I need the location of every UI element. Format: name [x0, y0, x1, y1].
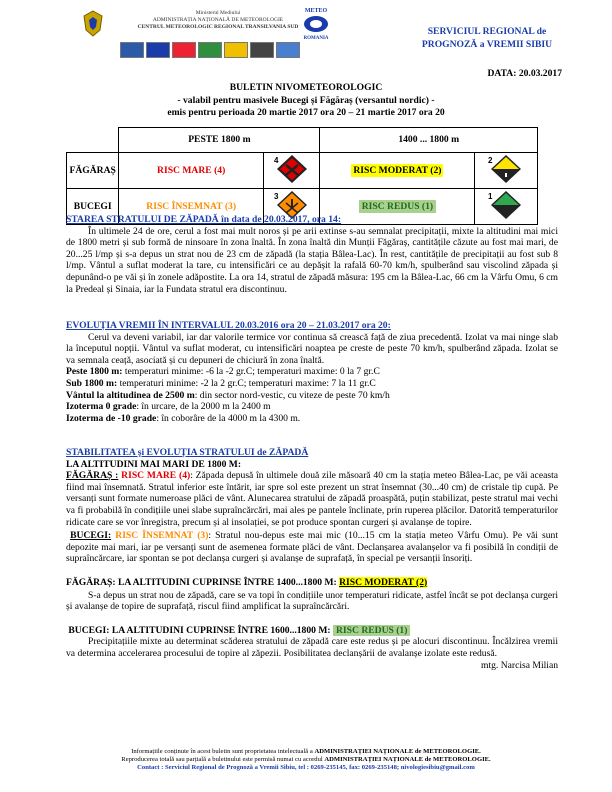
meteo-logo-sub: ROMANIA [303, 36, 329, 41]
isotherm-0-value: : în urcare, de la 2000 m la 2400 m [136, 401, 271, 413]
fagaras-low-risk-label: RISC MODERAT (2) [339, 576, 428, 588]
bucegi-high-risk: RISC ÎNSEMNAT (3) [119, 188, 264, 224]
below-1800-temps [66, 378, 558, 390]
isotherm-10-value: : în coborâre de la 4000 m la 4300 m. [156, 412, 301, 424]
bucegi-low-risk-label: RISC REDUS (1) [333, 625, 410, 636]
weather-section [66, 320, 558, 424]
isotherm-10 [66, 413, 558, 425]
meteo-logo-text: METEO [304, 8, 328, 14]
fagaras-low-text: S-a depus un strat nou de zăpadă, care se va topi în condițiile unor temperaturi ridicate, astfel încât se pot declanșa curgeri și avalanșe de topire de suprafață, riscul fiind amplificat la supraîncărcări. [66, 589, 558, 613]
partner-logo-5-icon [250, 42, 274, 58]
level-4-digit: 4 [273, 155, 279, 165]
partner-logo-4-icon [224, 42, 248, 58]
stability-section [66, 447, 558, 671]
zone-fagaras: FĂGĂRAȘ [67, 152, 119, 188]
romania-coat-of-arms-icon [78, 8, 108, 38]
isotherm-0 [66, 401, 558, 413]
footer-line-2-b: ADMINISTRAȚIEI NAȚIONALE de METEOROLOGIE. [324, 756, 491, 764]
footer-contact[interactable]: Contact : Serviciul Regional de Prognoză a Vremii Sibiu, tel : 0269-235145, fax: 0269-235148; nivologiesibiu@gmail.com [137, 764, 475, 772]
table-corner [67, 128, 119, 153]
title-line-2: - valabil pentru masivele Bucegi și Făgăraș (versantul nordic) - [177, 94, 435, 106]
stability-title: STABILITATEA şi EVOLUȚIA STRATULUI de ZĂPADĂ [66, 447, 309, 458]
isotherm-0-label: Izoterma 0 grade [66, 401, 137, 413]
level-2-digit: 2 [488, 155, 493, 165]
weather-text: Cerul va deveni variabil, iar dar valorile termice vor continua să crească față de ziua precedentă. Izolat va mai ninge slab la începutul nopții. Vântul va suflat moderat, cu intensificări noaptea pe creste de peste 70 km/h, spulberând zăpada. Izolat se va semnala ceață, asociată și cu depuneri de chiciură în zona înaltă. [66, 331, 558, 366]
footer-line-1 [0, 748, 612, 756]
fagaras-label: FĂGĂRAȘ : [66, 470, 119, 482]
partner-logo-1-icon [146, 42, 170, 58]
ministry-line-2: ADMINISTRAȚIA NAȚIONALĂ DE METEOROLOGIE [152, 17, 284, 23]
level-1-digit: 1 [488, 191, 493, 201]
below-1800-label: Sub 1800 m: [66, 377, 118, 389]
bucegi-low-text: Precipitațiile mixte au determinat scăderea stratului de zăpadă care este redus și pe alocuri discontinuu. Încălzirea vremii va determina accelerarea procesului de topire al zăpezii. Posibilitatea declanșării de avalanșe izolate este redusă. [66, 636, 558, 659]
ministry-line-1: Ministerul Mediului [195, 10, 241, 16]
below-1800-value: temperaturi minime: -2 la 2 gr.C; temperaturi maxime: 7 la 11 gr.C [117, 377, 376, 389]
fagaras-low-title-text: FĂGĂRAȘ: LA ALTITUDINI CUPRINSE ÎNTRE 1400...1800 M: [66, 576, 337, 588]
title-line-1: BULETIN NIVOMETEOROLOGIC [229, 82, 383, 93]
fagaras-risk-label: RISC MARE (4) [121, 470, 191, 482]
eu-flag-icon [120, 42, 144, 58]
title-line-3: emis pentru perioada 20 martie 2017 ora 20 – 21 martie 2017 ora 20 [167, 107, 445, 118]
fagaras-high-paragraph [66, 470, 558, 528]
snowpack-section [66, 214, 558, 295]
fagaras-low-icon-cell [475, 152, 538, 188]
header-logos [40, 6, 420, 56]
ministry-text [118, 10, 318, 31]
weather-title: EVOLUȚIA VREMII ÎN INTERVALUL 20.03.2016 ora 20 – 21.03.2017 ora 20: [66, 320, 391, 331]
bucegi-high-paragraph [66, 530, 558, 565]
service-name [412, 25, 562, 51]
footer-line-2-a: Reproducerea totală sau parțială a buletinului este permisă numai cu acordul [121, 756, 325, 764]
avalanche-risk-2-icon [485, 153, 527, 185]
bucegi-high-text: : Stratul nou-depus este mai mic (10...15 cm la stația meteo Vârfu Omu). Pe văi sunt depozite mai mari, iar pe versanți sunt de asemenea formate plăci de vânt. Declanșarea avalanșelor va fi posibilă în condiții de supraîncărcare, iar spontan se pot declanșa curgeri și avalanșe de suprafață, în special pe versanții însoriți. [66, 530, 559, 565]
wind-value: : din sector nord-vestic, cu viteze de peste 70 km/h [194, 389, 390, 401]
fagaras-high-text: : Zăpada depusă în ultimele două zile măsoară 40 cm la stația meteo Bâlea-Lac, pe văi aceasta fiind mai însemnată. Stratul inferior este întărit, iar spre sol este prezent un strat însemnat (30...40 cm) de cristale tip cupă. Pe versanți sunt formate numeroase plăci de vânt. Alunecarea stratului de zăpadă proaspătă, puțin stabilizat, peste stratul mai vechi va fi probabilă în condițiile unei slabe supraîncărcări, mai ales pe pantele înclinate, prin ruperea plăcilor. Datorită temperaturilor ridicate care se vor înregistra, precum și al insolației, se pot produce spontan curgeri și avalanșe de topire. [66, 470, 558, 528]
footer [0, 748, 612, 773]
bulletin-title [0, 82, 612, 120]
fagaras-low-risk: RISC MODERAT (2) [353, 164, 442, 176]
meteo-romania-icon [303, 14, 329, 34]
footer-line-1-a: Informațiile conținute în acest buletin sunt proprietatea intelectuală a [131, 748, 315, 755]
bucegi-low-risk: RISC REDUS (1) [359, 200, 436, 213]
bucegi-risk-label: RISC ÎNSEMNAT (3) [115, 530, 209, 542]
bucegi-label: BUCEGI: [70, 530, 112, 542]
partner-logo-2-icon [172, 42, 196, 58]
wind-label: Vântul la altitudinea de 2500 m [66, 389, 195, 401]
meteo-logo [298, 8, 334, 41]
wind-2500 [66, 390, 558, 402]
stability-high-title: LA ALTITUDINI MAI MARI DE 1800 M: [66, 458, 242, 470]
partner-logo-6-icon [276, 42, 300, 58]
service-line-2: PROGNOZĂ a VREMII SIBIU [421, 39, 553, 50]
fagaras-low-risk-cell [320, 152, 475, 188]
zone-bucegi: BUCEGI [67, 188, 119, 224]
risk-table [66, 127, 538, 225]
bucegi-low-title-text: BUCEGI: LA ALTITUDINI CUPRINSE ÎNTRE 1600...1800 M: [68, 624, 331, 636]
fagaras-low-title [66, 577, 558, 589]
fagaras-high-risk: RISC MARE (4) [119, 152, 264, 188]
footer-line-2 [0, 756, 612, 764]
level-3-digit: 3 [273, 191, 279, 201]
footer-line-1-b: ADMINISTRAȚIEI NAȚIONALE de METEOROLOGIE. [314, 748, 481, 755]
above-1800-label: Peste 1800 m: [66, 366, 123, 378]
author: mtg. Narcisa Milian [481, 659, 558, 671]
bulletin-date: DATA: 20.03.2017 [487, 68, 562, 79]
header-above-1800: PESTE 1800 m [119, 128, 320, 153]
isotherm-10-label: Izoterma de -10 grade [66, 412, 157, 424]
partner-logo-3-icon [198, 42, 222, 58]
bucegi-low-title [66, 625, 558, 637]
snowpack-title: STAREA STRATULUI DE ZĂPADĂ în data de 20.03.2017, ora 14: [66, 214, 342, 225]
snowpack-text: În ultimele 24 de ore, cerul a fost mai mult noros și pe arii extinse s-au semnalat precipitații, mixte la altitudini mai mici de 1800 metri și sub formă de ninsoare în zona înaltă. În zona înaltă din Munții Făgăraș, cantitățile căzute au fost mai mari, de 20...25 l/mp și s-a depus un strat nou de 23 cm de zăpadă (la stația Bâlea-Lac). În rest, cantitățile de precipitații au fost sub 8 l/mp. Vântul a suflat moderat la tare, cu intensificări ce au depășit la rafală 60-70 km/h, spulberând sau viscolind zăpada și depunând-o pe văi și în zonele adăpostite. La ora 14, stratul de zăpadă măsura: 195 cm la Bâlea-Lac, 66 cm la Vârfu Omu, 6 cm la Predeal și Sinaia, iar la Fundata stratul era discontinuu. [66, 225, 558, 295]
fagaras-high-icon-cell [264, 152, 320, 188]
ministry-line-3: CENTRUL METEOROLOGIC REGIONAL TRANSILVANIA SUD [137, 24, 299, 30]
above-1800-value: temperaturi minime: -6 la -2 gr.C; temperaturi maxime: 0 la 7 gr.C [122, 366, 380, 378]
avalanche-risk-4-icon [271, 153, 313, 185]
above-1800-temps [66, 366, 558, 378]
header-1400-1800: 1400 ... 1800 m [320, 128, 538, 153]
service-line-1: SERVICIUL REGIONAL de [427, 26, 547, 37]
